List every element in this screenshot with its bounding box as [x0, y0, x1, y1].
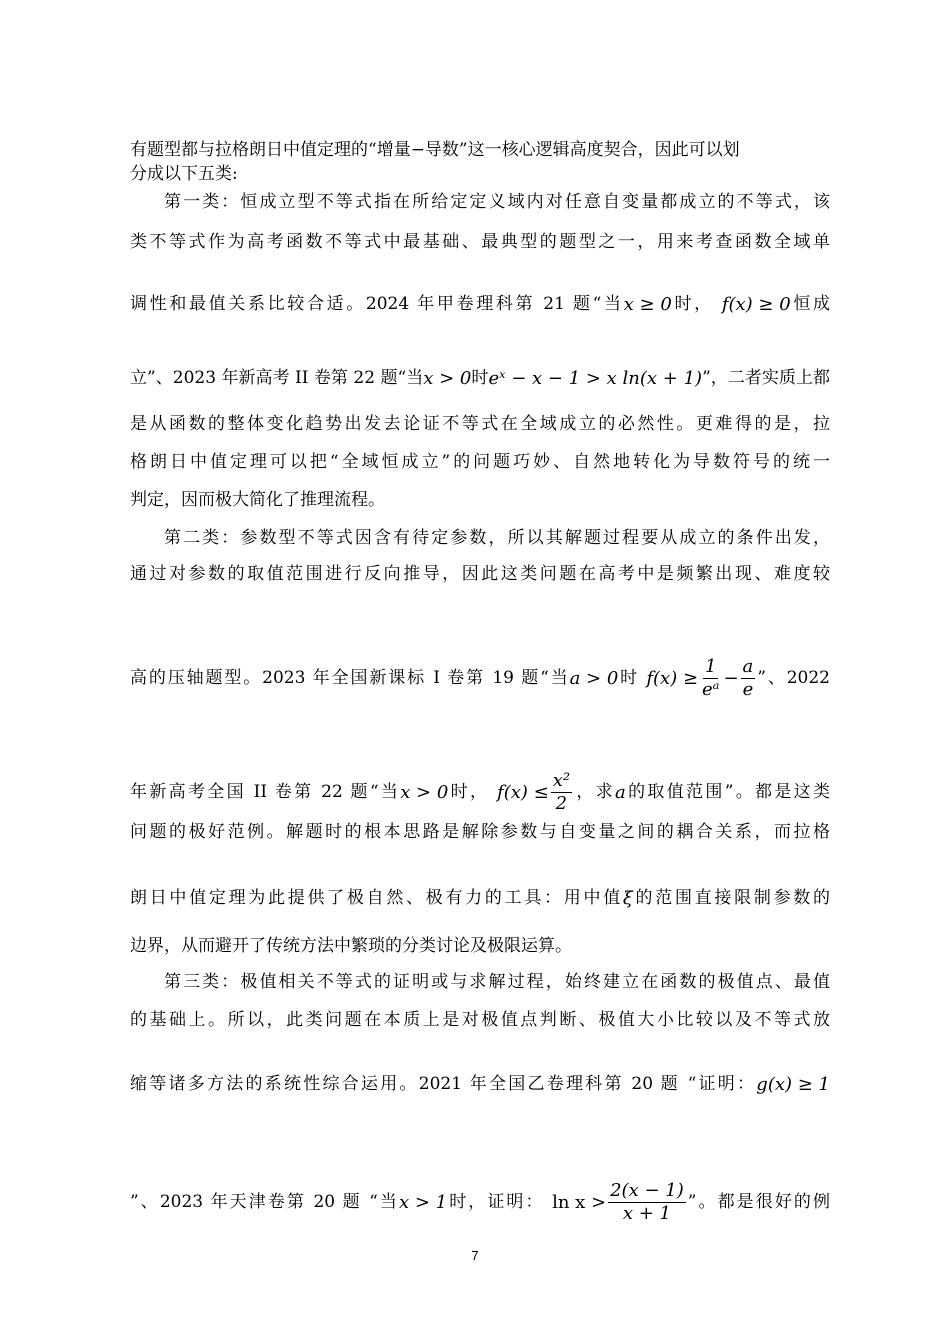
paragraph-line: 边界，从而避开了传统方法中繁琐的分类讨论及极限运算。 [130, 936, 572, 956]
math-inline: x > 0 [400, 781, 449, 803]
math-inline: g(x) ≥ 1 [756, 1073, 830, 1095]
paragraph-line: 缩等诸多方法的系统性综合运用。2021 年全国乙卷理科第 20 题 “证明：g(x) ≥ 1 [130, 1073, 830, 1095]
paragraph-line: 判定，因而极大简化了推理流程。 [130, 490, 385, 510]
fraction: $\frac{1}{\text{eᵃ}}$ [702, 656, 720, 700]
paragraph-line: 年新高考全国 II 卷第 22 题“当x > 0时， f(x) ≤ $\frac{\text{x²}}{2}$ ，求a的取值范围”。都是这类 [130, 770, 831, 814]
paragraph-line: 立”、2023 年新高考 II 卷第 22 题“当x > 0时eˣ − x − 1 > x ln(x + 1)”，二者实质上都 [130, 367, 830, 389]
fraction: $\frac{a}{e}$ [742, 656, 754, 700]
paragraph-line: 问题的极好范例。解题时的根本思路是解除参数与自变量之间的耦合关系，而拉格 [130, 822, 830, 842]
paragraph-line: 第三类：极值相关不等式的证明或与求解过程，始终建立在函数的极值点、最值 [164, 972, 830, 992]
paragraph-line: 类不等式作为高考函数不等式中最基础、最典型的题型之一，用来考查函数全域单 [130, 232, 830, 252]
math-inline: f(x) ≥ 0 [721, 293, 791, 315]
paragraph-line: 格朗日中值定理可以把“全域恒成立”的问题巧妙、自然地转化为导数符号的统一 [130, 452, 830, 472]
paragraph-line: 的基础上。所以，此类问题在本质上是对极值点判断、极值大小比较以及不等式放 [130, 1010, 830, 1030]
math-inline: x ≥ 0 [623, 293, 672, 315]
math-inline: a > 0 [569, 667, 619, 689]
paragraph-line: ”、2023 年天津卷第 20 题 “当x > 1时，证明： ln x > $\frac{2(x - 1)}{x + 1}$ ”。都是很好的例 [130, 1180, 830, 1224]
page-number: 7 [471, 1248, 479, 1263]
paragraph-line: 通过对参数的取值范围进行反向推导，因此这类问题在高考中是频繁出现、难度较 [130, 564, 830, 584]
math-inline: x > 0 [423, 367, 472, 389]
math-inline: eˣ − x − 1 > x ln(x + 1) [488, 367, 703, 389]
paragraph-line: 调性和最值关系比较合适。2024 年甲卷理科第 21 题“当x ≥ 0时， f(x) ≥ 0恒成 [130, 293, 831, 315]
paragraph-line: 朗日中值定理为此提供了极自然、极有力的工具：用中值ξ的范围直接限制参数的 [130, 887, 831, 909]
paragraph-line: 第二类：参数型不等式因含有待定参数，所以其解题过程要从成立的条件出发， [164, 528, 830, 548]
fraction: $\frac{\text{x²}}{2}$ [552, 770, 571, 814]
paragraph-line: 有题型都与拉格朗日中值定理的“增量−导数”这一核心逻辑高度契合，因此可以划 [130, 140, 740, 160]
paragraph-line: 是从函数的整体变化趋势出发去论证不等式在全域成立的必然性。更难得的是，拉 [130, 414, 830, 434]
math-inline: ln x > [552, 1191, 607, 1213]
paragraph-line: 高的压轴题型。2023 年全国新课标 I 卷第 19 题“当a > 0时 f(x) ≥ $\frac{1}{\text{eᵃ}}$ − $\frac{a}{e}$ ”、2022 [130, 656, 830, 700]
math-inline: a [615, 781, 626, 803]
math-inline: x > 1 [398, 1191, 448, 1213]
math-inline: ξ [622, 887, 633, 909]
math-inline: f(x) ≥ [646, 667, 699, 689]
fraction: $\frac{2(x - 1)}{x + 1}$ [610, 1180, 684, 1224]
paragraph-line: 分成以下五类: [130, 164, 238, 184]
paragraph-line: 第一类：恒成立型不等式指在所给定定义域内对任意自变量都成立的不等式，该 [164, 192, 830, 212]
math-inline: f(x) ≤ [497, 781, 549, 803]
